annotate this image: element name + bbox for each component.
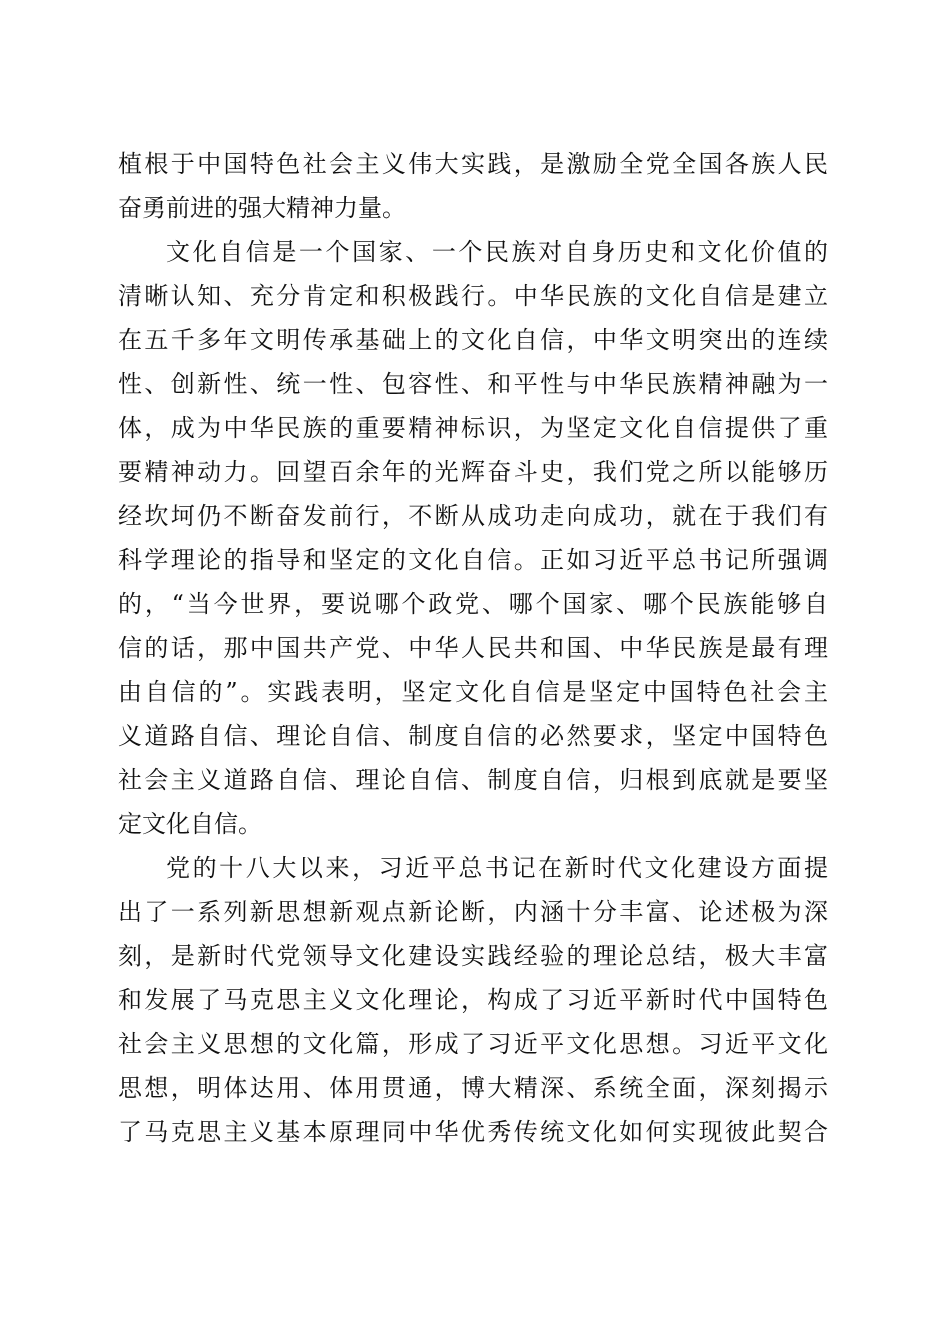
text-line: 体，成为中华民族的重要精神标识，为坚定文化自信提供了重 [118, 414, 828, 442]
text-line: 社会主义思想的文化篇，形成了习近平文化思想。习近平文化 [118, 1030, 828, 1058]
text-line: 由自信的”。实践表明，坚定文化自信是坚定中国特色社会主 [118, 678, 828, 706]
text-line: 的，“当今世界，要说哪个政党、哪个国家、哪个民族能够自 [118, 590, 828, 618]
text-line: 科学理论的指导和坚定的文化自信。正如习近平总书记所强调 [118, 546, 828, 574]
text-line: 在五千多年文明传承基础上的文化自信，中华文明突出的连续 [118, 326, 828, 354]
text-line: 义道路自信、理论自信、制度自信的必然要求，坚定中国特色 [118, 722, 828, 750]
text-line: 信的话，那中国共产党、中华人民共和国、中华民族是最有理 [118, 634, 828, 662]
text-line: 和发展了马克思主义文化理论，构成了习近平新时代中国特色 [118, 986, 828, 1014]
text-line: 清晰认知、充分肯定和积极践行。中华民族的文化自信是建立 [118, 282, 828, 310]
text-line: 要精神动力。回望百余年的光辉奋斗史，我们党之所以能够历 [118, 458, 828, 486]
text-line: 文化自信是一个国家、一个民族对自身历史和文化价值的 [166, 238, 828, 266]
text-line: 出了一系列新思想新观点新论断，内涵十分丰富、论述极为深 [118, 898, 828, 926]
text-line: 奋勇前进的强大精神力量。 [118, 194, 406, 222]
text-line: 性、创新性、统一性、包容性、和平性与中华民族精神融为一 [118, 370, 828, 398]
text-line: 社会主义道路自信、理论自信、制度自信，归根到底就是要坚 [118, 766, 828, 794]
text-line: 党的十八大以来，习近平总书记在新时代文化建设方面提 [166, 854, 828, 882]
text-line: 思想，明体达用、体用贯通，博大精深、系统全面，深刻揭示 [118, 1074, 828, 1102]
text-line: 刻，是新时代党领导文化建设实践经验的理论总结，极大丰富 [118, 942, 828, 970]
text-line: 定文化自信。 [118, 810, 262, 838]
text-line: 了马克思主义基本原理同中华优秀传统文化如何实现彼此契合 [118, 1118, 828, 1146]
text-line: 植根于中国特色社会主义伟大实践，是激励全党全国各族人民 [118, 150, 828, 178]
text-line: 经坎坷仍不断奋发前行，不断从成功走向成功，就在于我们有 [118, 502, 828, 530]
